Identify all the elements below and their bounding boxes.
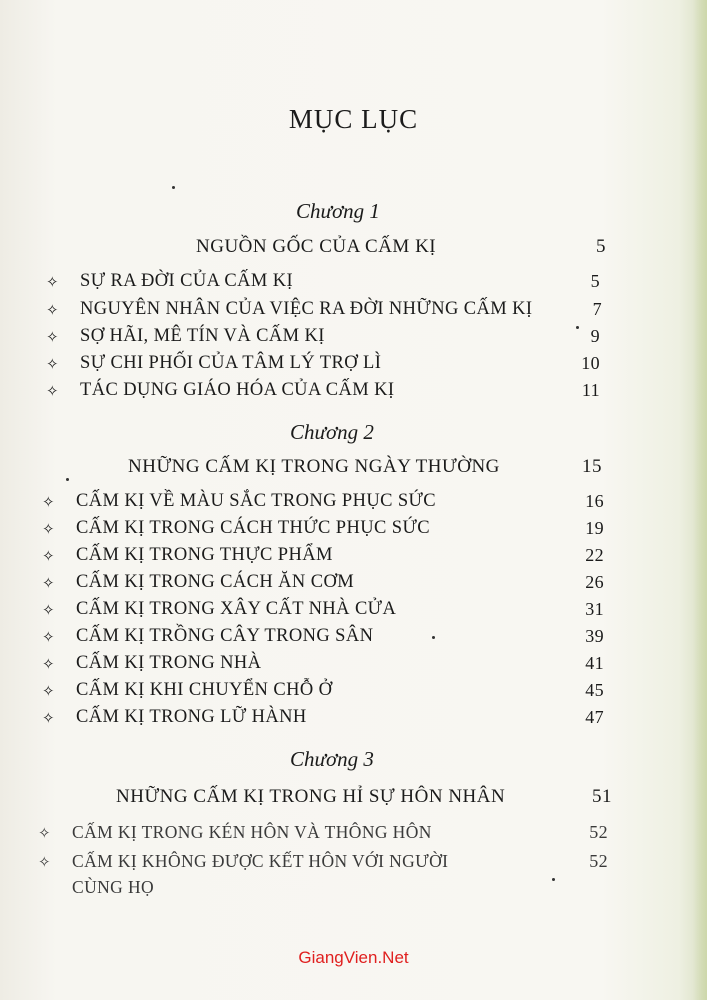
chapter-1-heading — [196, 236, 606, 258]
toc-entry-continuation — [0, 877, 707, 903]
toc-entry — [0, 599, 707, 625]
chapter-heading-text: NHỮNG CẤM KỊ TRONG HỈ SỰ HÔN NHÂN — [116, 786, 506, 807]
toc-entry-text: CẤM KỊ TRONG LỮ HÀNH — [76, 707, 307, 727]
page-title: MỤC LỤC — [288, 104, 419, 134]
toc-entry-page: 5 — [590, 271, 600, 291]
diamond-bullet-icon: ✧ — [42, 522, 55, 538]
toc-entry-text: CẤM KỊ KHI CHUYỂN CHỖ Ở — [76, 680, 333, 700]
diamond-bullet-icon: ✧ — [42, 576, 55, 592]
toc-entry-text: CẤM KỊ TRONG THỰC PHẨM — [76, 545, 333, 565]
chapter-page-number: 15 — [582, 456, 602, 477]
toc-entry — [0, 707, 707, 733]
toc-entry-page: 52 — [589, 822, 608, 842]
chapter-3-heading — [116, 786, 616, 808]
toc-entry-text: TÁC DỤNG GIÁO HÓA CỦA CẤM KỊ — [80, 380, 395, 400]
toc-entry-page: 47 — [585, 707, 604, 727]
toc-entry-page: 45 — [585, 680, 604, 700]
toc-entry-page: 39 — [585, 626, 604, 646]
diamond-bullet-icon: ✧ — [42, 684, 55, 700]
chapter-heading-text: NHỮNG CẤM KỊ TRONG NGÀY THƯỜNG — [128, 456, 500, 477]
toc-entry-text: CẤM KỊ TRONG CÁCH THỨC PHỤC SỨC — [76, 518, 430, 538]
toc-entry-page: 26 — [585, 572, 604, 592]
toc-entry-page: 31 — [585, 599, 604, 619]
toc-entry-page: 41 — [585, 653, 604, 673]
chapter-3-label: Chương 3 — [290, 747, 374, 771]
toc-entry — [0, 491, 707, 517]
chapter-page-number: 51 — [592, 786, 612, 807]
diamond-bullet-icon: ✧ — [42, 549, 55, 565]
toc-entry-text: NGUYÊN NHÂN CỦA VIỆC RA ĐỜI NHỮNG CẤM KỊ — [80, 299, 533, 319]
toc-entry-text: CẤM KỊ TRONG NHÀ — [76, 653, 262, 673]
toc-entry-text: SỰ RA ĐỜI CỦA CẤM KỊ — [80, 271, 294, 291]
toc-entry-page: 22 — [585, 545, 604, 565]
diamond-bullet-icon: ✧ — [42, 657, 55, 673]
toc-entry — [0, 299, 707, 325]
toc-entry-text: CẤM KỊ TRONG KÉN HÔN VÀ THÔNG HÔN — [72, 822, 432, 842]
diamond-bullet-icon: ✧ — [38, 855, 51, 871]
chapter-2-label: Chương 2 — [290, 420, 374, 444]
toc-entry-text: CẤM KỊ KHÔNG ĐƯỢC KẾT HÔN VỚI NGƯỜI — [72, 851, 449, 871]
toc-entry — [0, 626, 707, 652]
toc-entry-text: CẤM KỊ TRỒNG CÂY TRONG SÂN — [76, 626, 374, 646]
scan-speck — [552, 878, 555, 881]
toc-entry-page: 9 — [590, 326, 600, 346]
watermark: GiangVien.Net — [298, 948, 409, 967]
diamond-bullet-icon: ✧ — [46, 330, 59, 346]
chapter-1-label: Chương 1 — [296, 199, 380, 223]
toc-entry — [0, 380, 707, 406]
toc-entry — [0, 851, 707, 877]
diamond-bullet-icon: ✧ — [42, 495, 55, 511]
toc-entry-page: 16 — [585, 491, 604, 511]
diamond-bullet-icon: ✧ — [42, 603, 55, 619]
toc-entry-page: 11 — [581, 380, 600, 400]
toc-entry-page: 7 — [592, 299, 602, 319]
toc-entry — [0, 545, 707, 571]
toc-entry-text: SỰ CHI PHỐI CỦA TÂM LÝ TRỢ LÌ — [80, 353, 382, 373]
scan-speck — [172, 186, 175, 189]
toc-entry-text: CẤM KỊ VỀ MÀU SẮC TRONG PHỤC SỨC — [76, 491, 437, 511]
toc-entry — [0, 271, 707, 297]
toc-entry-page: 10 — [581, 353, 600, 373]
toc-entry — [0, 326, 707, 352]
toc-entry — [0, 653, 707, 679]
toc-entry-page: 52 — [589, 851, 608, 871]
toc-entry-text: SỢ HÃI, MÊ TÍN VÀ CẤM KỊ — [80, 326, 325, 346]
diamond-bullet-icon: ✧ — [38, 826, 51, 842]
scan-speck — [66, 478, 69, 481]
diamond-bullet-icon: ✧ — [46, 384, 59, 400]
chapter-2-heading — [128, 456, 608, 478]
toc-entry-text: CÙNG HỌ — [72, 877, 155, 897]
diamond-bullet-icon: ✧ — [46, 303, 59, 319]
toc-entry — [0, 822, 707, 848]
diamond-bullet-icon: ✧ — [42, 711, 55, 727]
toc-entry — [0, 572, 707, 598]
chapter-page-number: 5 — [596, 236, 606, 257]
scan-speck — [576, 326, 579, 329]
diamond-bullet-icon: ✧ — [46, 275, 59, 291]
toc-entry — [0, 353, 707, 379]
diamond-bullet-icon: ✧ — [42, 630, 55, 646]
toc-entry-text: CẤM KỊ TRONG CÁCH ĂN CƠM — [76, 572, 355, 592]
toc-entry-page: 19 — [585, 518, 604, 538]
scan-speck — [432, 636, 435, 639]
chapter-heading-text: NGUỒN GỐC CỦA CẤM KỊ — [196, 236, 437, 257]
toc-entry-text: CẤM KỊ TRONG XÂY CẤT NHÀ CỬA — [76, 599, 397, 619]
toc-entry — [0, 680, 707, 706]
toc-entry — [0, 518, 707, 544]
diamond-bullet-icon: ✧ — [46, 357, 59, 373]
